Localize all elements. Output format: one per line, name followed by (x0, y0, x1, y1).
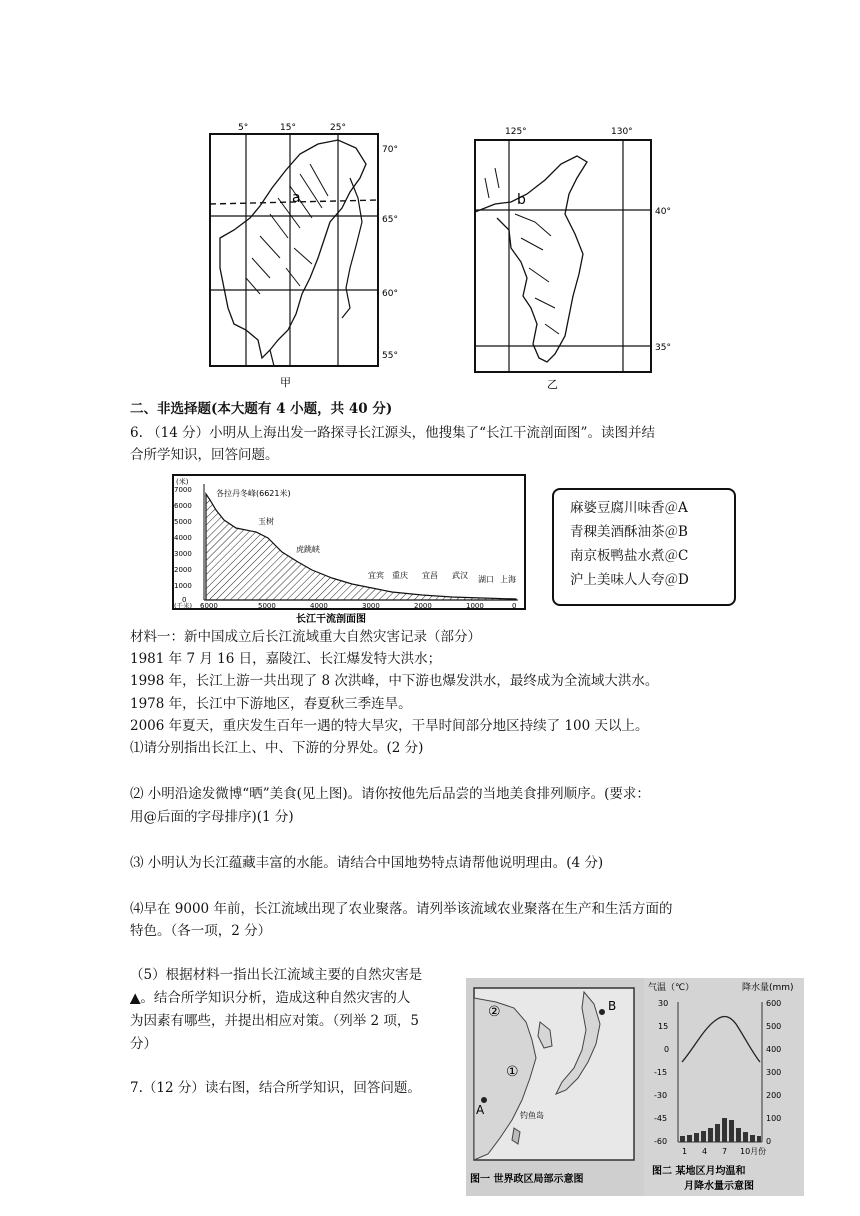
temp-tick: 15 (658, 1022, 669, 1031)
fig2-drawing (644, 978, 804, 1196)
fig1-drawing (466, 978, 644, 1196)
temp-tick: -45 (654, 1114, 668, 1123)
y-tick: 2000 (174, 566, 192, 574)
lat-label: 60° (382, 289, 398, 299)
lat-label: 40° (655, 207, 671, 217)
point-label-b: b (517, 192, 526, 208)
question-4-line2: 特色。（各一项，2 分） (130, 923, 272, 939)
lon-label: 130° (611, 127, 633, 137)
lat-label: 65° (382, 215, 398, 225)
lat-label: 35° (655, 343, 671, 353)
section-title: 二、非选择题(本大题有 4 小题，共 40 分) (130, 401, 393, 417)
precip-bar (701, 1131, 706, 1142)
precip-tick: 600 (766, 999, 782, 1008)
x-tick: 2000 (414, 602, 432, 610)
question-5-line3: 为因素有哪些，并提出相应对策。（列举 2 项，5 (130, 1013, 420, 1029)
x-tick: 1000 (466, 602, 484, 610)
place-label: 武汉 (452, 571, 468, 580)
precip-bar (694, 1133, 699, 1142)
temp-tick: 0 (664, 1045, 670, 1054)
lon-label: 25° (330, 123, 346, 133)
y-tick: 5000 (174, 518, 192, 526)
lon-label: 15° (280, 123, 296, 133)
temp-axis-title: 气温（℃） (648, 983, 695, 993)
x-tick: 0 (512, 602, 517, 610)
y-tick: 1000 (174, 582, 192, 590)
material-line: 2006 年夏天，重庆发生百年一遇的特大旱灾，干旱时间部分地区持续了 100 天以上。 (130, 718, 649, 734)
y-tick: 3000 (174, 550, 192, 558)
fig1-island-label: 钓鱼岛 (520, 1111, 544, 1120)
precip-axis-title: 降水量(mm) (742, 983, 794, 993)
figure-2-climate (644, 978, 804, 1196)
question-5-line2-text: 。结合所学知识分析，造成这种自然灾害的人 (140, 990, 411, 1006)
month-tick: 4 (702, 1147, 708, 1156)
temp-tick: -15 (654, 1068, 668, 1077)
material-line: 1978 年，长江中下游地区，春夏秋三季连旱。 (130, 696, 412, 712)
month-tick: 1 (682, 1147, 688, 1156)
fig1-label-1: ① (506, 1064, 519, 1080)
map-caption: 甲 (280, 376, 291, 389)
lat-label: 55° (382, 351, 398, 361)
precip-tick: 300 (766, 1068, 782, 1077)
precip-tick: 100 (766, 1114, 782, 1123)
profile-drawing (172, 474, 528, 624)
place-label: 上海 (500, 575, 516, 584)
x-unit: (千米) (174, 602, 193, 610)
food-menu-box (552, 488, 736, 606)
precip-bar (722, 1118, 727, 1142)
precip-bar (736, 1128, 741, 1142)
y-tick: 6000 (174, 502, 192, 510)
temp-tick: -60 (654, 1137, 668, 1146)
question-4-line1: ⑷早在 9000 年前，长江流域出现了农业聚落。请列举该流域农业聚落在生产和生活方面的 (130, 901, 673, 917)
precip-bar (680, 1136, 685, 1142)
map-yi (465, 118, 690, 393)
figure-1-map (466, 978, 644, 1196)
point-b-marker (599, 1009, 605, 1015)
answer-blank-marker: ▲ (130, 990, 141, 1006)
place-label: 湖口 (478, 575, 494, 584)
q6-intro-line1: 6. （14 分）小明从上海出发一路探寻长江源头，他搜集了“长江干流剖面图”。读图并结 (130, 425, 655, 441)
q6-intro-line2: 合所学知识，回答问题。 (130, 447, 279, 463)
peak-label: 各拉丹冬峰(6621米) (216, 489, 291, 498)
question-5-line4: 分） (130, 1036, 157, 1052)
food-menu-item: 南京板鸭盐水煮＠C (570, 548, 689, 564)
place-label: 宜昌 (422, 571, 438, 580)
question-2-line2: 用@后面的字母排序)(1 分) (130, 809, 294, 825)
precip-tick: 400 (766, 1045, 782, 1054)
month-tick: 10月份 (740, 1147, 767, 1156)
map-yi-drawing (465, 118, 690, 393)
food-menu-item: 青稞美酒酥油茶＠B (570, 524, 688, 540)
precip-bar (743, 1132, 748, 1142)
x-tick: 6000 (200, 602, 218, 610)
lon-label: 5° (238, 123, 249, 133)
precip-bar (687, 1135, 692, 1142)
precip-tick: 0 (766, 1137, 772, 1146)
month-tick: 7 (722, 1147, 728, 1156)
question-3: ⑶ 小明认为长江蕴藏丰富的水能。请结合中国地势特点请帮他说明理由。(4 分) (130, 855, 604, 871)
place-label: 虎跳峡 (296, 545, 320, 554)
precip-bar (708, 1128, 713, 1142)
precip-bar (757, 1136, 761, 1142)
fig2-caption-line1: 图二 某地区月均温和 (652, 1166, 746, 1177)
yangtze-profile-chart (172, 474, 528, 624)
y-tick: 4000 (174, 534, 192, 542)
precip-bar (750, 1135, 755, 1142)
question-5-line2 (130, 987, 410, 1009)
fig1-label-b: B (608, 999, 617, 1013)
map-caption: 乙 (547, 378, 558, 391)
x-tick: 5000 (258, 602, 276, 610)
question-1: ⑴请分别指出长江上、中、下游的分界处。(2 分) (130, 740, 424, 756)
material-title: 材料一：新中国成立后长江流域重大自然灾害记录（部分） (130, 629, 481, 645)
question-5-line1: （5）根据材料一指出长江流域主要的自然灾害是 (130, 967, 423, 983)
fig2-caption-line2: 月降水量示意图 (684, 1181, 754, 1192)
precip-bar (729, 1120, 734, 1142)
temp-curve (682, 1017, 760, 1062)
material-line: 1981 年 7 月 16 日，嘉陵江、长江爆发特大洪水； (130, 651, 442, 667)
place-label: 玉树 (258, 517, 274, 526)
precip-tick: 200 (766, 1091, 782, 1100)
place-label: 重庆 (392, 571, 408, 580)
temp-ticks (654, 999, 669, 1146)
temp-tick: -30 (654, 1091, 668, 1100)
food-menu-item: 麻婆豆腐川味香＠A (570, 500, 688, 516)
fig1-caption: 图一 世界政区局部示意图 (470, 1174, 584, 1185)
lon-label: 125° (505, 127, 527, 137)
food-menu-item: 沪上美味人人夸＠D (570, 572, 689, 588)
fig1-label-a: A (476, 1103, 485, 1117)
fig1-label-2: ② (488, 1004, 501, 1020)
y-tick: 7000 (174, 486, 192, 494)
point-label-a: a (292, 190, 301, 206)
map-jia-drawing (200, 118, 420, 393)
profile-caption: 长江干流剖面图 (296, 614, 366, 624)
material-line: 1998 年，长江上游一共出现了 8 次洪峰，中下游也爆发洪水，最终成为全流域大洪水。 (130, 673, 659, 689)
map-jia (200, 118, 420, 393)
lat-label: 70° (382, 145, 398, 155)
precip-bar (715, 1124, 720, 1142)
precip-ticks (766, 999, 781, 1146)
y-tick: 0 (182, 596, 187, 604)
x-tick: 4000 (310, 602, 328, 610)
temp-tick: 30 (658, 999, 669, 1008)
x-tick: 3000 (362, 602, 380, 610)
question-2-line1: ⑵ 小明沿途发微博“晒”美食(见上图)。请你按他先后品尝的当地美食排列顺序。(要求： (130, 786, 650, 802)
q7-intro: 7.（12 分）读右图，结合所学知识，回答问题。 (130, 1080, 421, 1096)
y-unit: (米) (176, 478, 189, 486)
precip-tick: 500 (766, 1022, 782, 1031)
place-label: 宜宾 (368, 571, 384, 580)
